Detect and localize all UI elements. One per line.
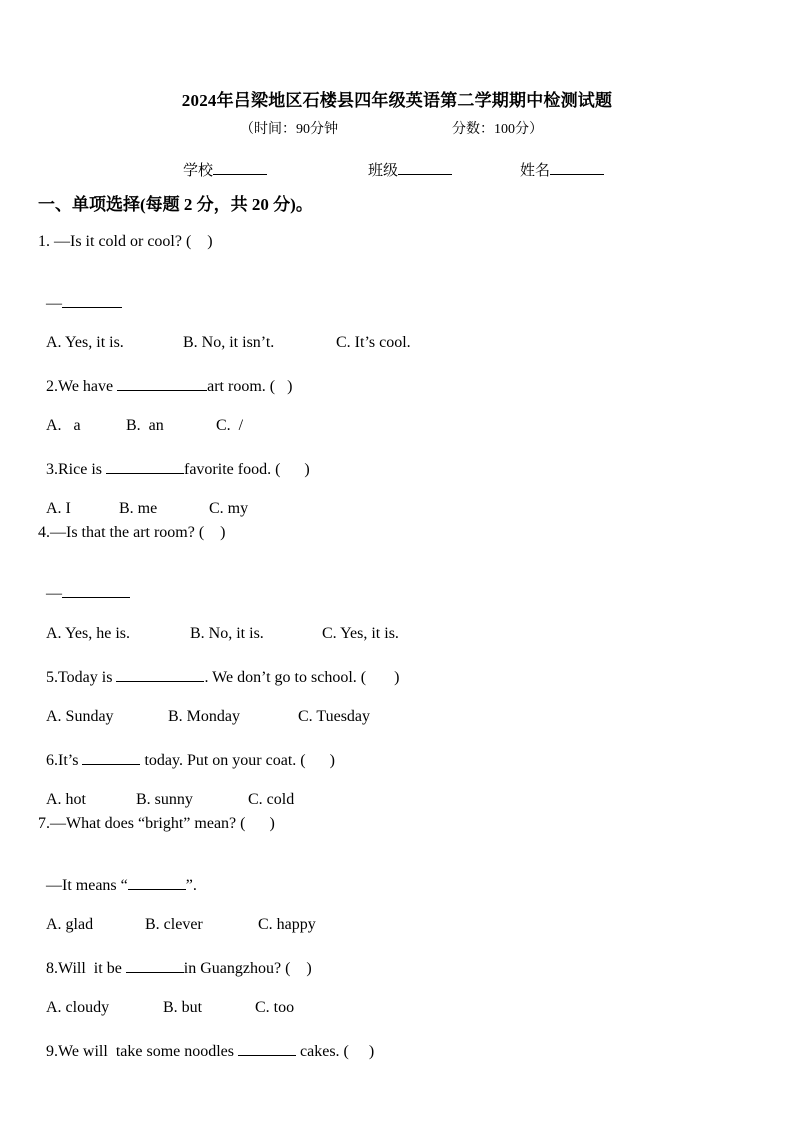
question-5-stem (38, 649, 399, 687)
answer-blank[interactable] (62, 293, 122, 308)
class-field (368, 159, 452, 180)
section-heading: 一、单项选择(每题 2 分，共 20 分)。 (38, 195, 313, 214)
option-c[interactable]: C. cold (248, 791, 295, 808)
option-a[interactable]: A. Yes, he is. (46, 625, 131, 642)
stem-part: 5.Today is (46, 669, 117, 686)
name-label: 姓名 (520, 163, 551, 179)
option-c[interactable]: C. Tuesday (298, 708, 371, 725)
question-3-stem (38, 441, 310, 479)
answer-text: —It means “ (46, 877, 128, 894)
question-6-options (38, 773, 294, 809)
stem-part: . We don’t go to school. ( ) (204, 669, 400, 686)
answer-text: ”. (185, 877, 197, 894)
question-5-options (38, 690, 370, 726)
option-c[interactable]: C. Yes, it is. (322, 625, 399, 642)
option-a[interactable]: A. glad (46, 916, 94, 933)
option-b[interactable]: B. clever (145, 916, 203, 933)
answer-dash: — (46, 585, 62, 602)
name-blank[interactable] (550, 160, 604, 175)
fill-blank[interactable] (82, 750, 140, 765)
option-c[interactable]: C. too (255, 999, 295, 1016)
fill-blank[interactable] (116, 667, 204, 682)
option-b[interactable]: B. me (119, 500, 158, 517)
option-c[interactable]: C. my (209, 500, 249, 517)
fill-blank[interactable] (106, 459, 184, 474)
fill-blank[interactable] (238, 1041, 296, 1056)
stem-part: 3.Rice is (46, 461, 106, 478)
option-b[interactable]: B. sunny (136, 791, 193, 808)
school-field (183, 159, 267, 180)
question-1-options (38, 316, 411, 352)
stem-part: 2.We have (46, 378, 118, 395)
name-field (520, 159, 604, 180)
option-a[interactable]: A. I (46, 500, 71, 517)
question-2-stem (38, 358, 292, 396)
question-7-answer (38, 857, 197, 895)
option-b[interactable]: B. but (163, 999, 203, 1016)
question-1-answer (38, 275, 122, 313)
stem-part: cakes. ( ) (296, 1043, 375, 1060)
stem-part: 9.We will take some noodles (46, 1043, 239, 1060)
question-4-stem: 4.—Is that the art room? ( ) (38, 524, 226, 541)
option-c[interactable]: C. / (216, 417, 244, 434)
fill-blank[interactable] (126, 958, 184, 973)
question-6-stem (38, 732, 335, 770)
answer-dash: — (46, 295, 62, 312)
stem-part: favorite food. ( ) (184, 461, 310, 478)
answer-blank[interactable] (62, 583, 130, 598)
question-4-answer (38, 565, 130, 603)
question-3-options (38, 482, 248, 518)
option-a[interactable]: A. hot (46, 791, 86, 808)
option-a[interactable]: A. a (46, 417, 81, 434)
answer-blank[interactable] (128, 875, 186, 890)
exam-time: （时间：90分钟 (240, 122, 338, 137)
option-b[interactable]: B. Monday (168, 708, 240, 725)
class-blank[interactable] (398, 160, 452, 175)
school-blank[interactable] (213, 160, 267, 175)
stem-part: 8.Will it be (46, 960, 126, 977)
exam-score: 分数：100分） (452, 122, 543, 137)
question-1-stem: 1. —Is it cold or cool? ( ) (38, 233, 213, 250)
stem-part: today. Put on your coat. ( ) (140, 752, 335, 769)
question-8-stem (38, 940, 312, 978)
option-c[interactable]: C. It’s cool. (336, 334, 411, 351)
stem-part: art room. ( ) (207, 378, 293, 395)
option-b[interactable]: B. No, it isn’t. (183, 334, 275, 351)
question-8-options (38, 981, 294, 1017)
option-a[interactable]: A. cloudy (46, 999, 110, 1016)
class-label: 班级 (368, 163, 399, 179)
option-a[interactable]: A. Sunday (46, 708, 114, 725)
option-b[interactable]: B. an (126, 417, 164, 434)
question-4-options (38, 607, 399, 643)
question-7-options (38, 898, 316, 934)
option-c[interactable]: C. happy (258, 916, 316, 933)
question-2-options (38, 399, 243, 435)
question-7-stem: 7.—What does “bright” mean? ( ) (38, 815, 275, 832)
stem-part: in Guangzhou? ( ) (183, 960, 312, 977)
exam-title: 2024年吕梁地区石楼县四年级英语第二学期期中检测试题 (181, 91, 613, 110)
question-9-stem (38, 1023, 374, 1061)
school-label: 学校 (183, 163, 214, 179)
stem-part: 6.It’s (46, 752, 83, 769)
option-b[interactable]: B. No, it is. (190, 625, 264, 642)
fill-blank[interactable] (117, 376, 207, 391)
option-a[interactable]: A. Yes, it is. (46, 334, 124, 351)
